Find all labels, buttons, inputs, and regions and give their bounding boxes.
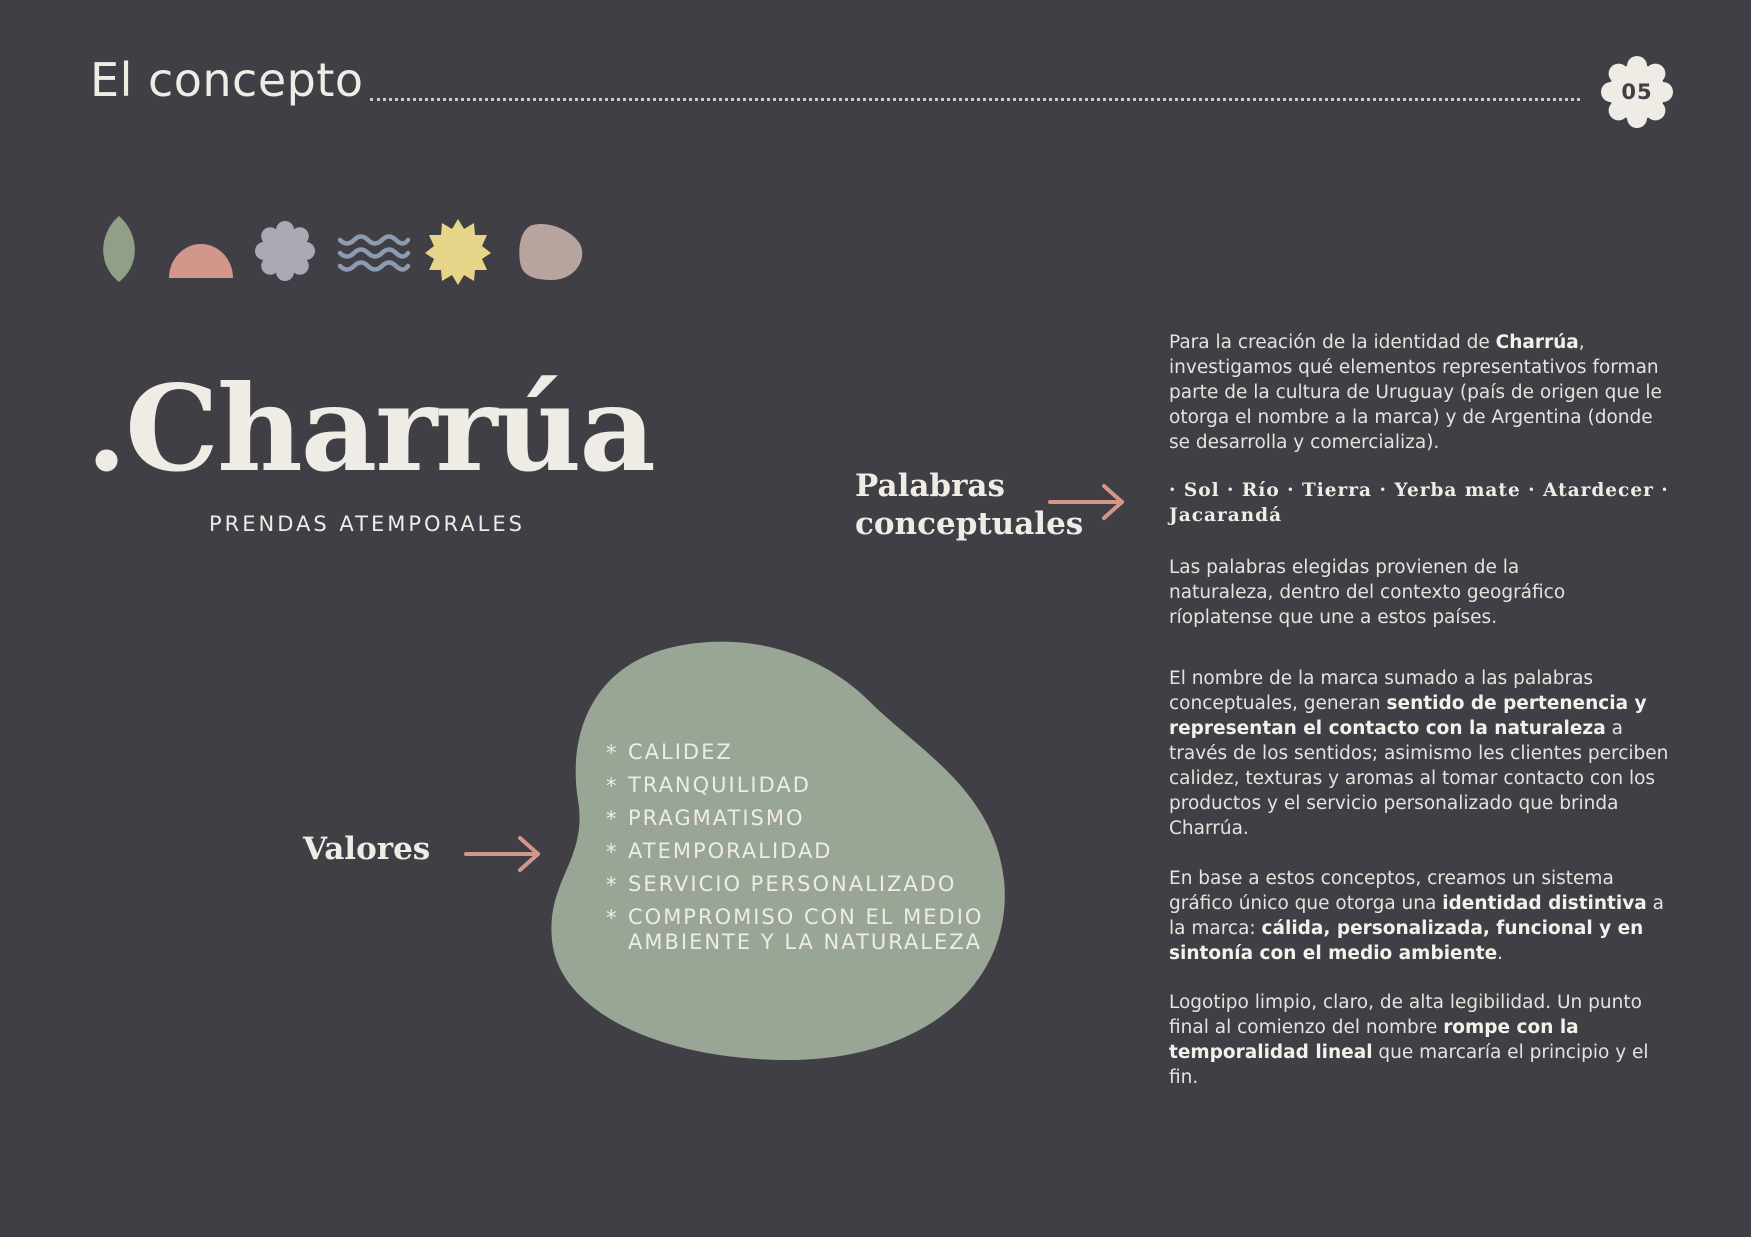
brand-tagline: PRENDAS ATEMPORALES [209, 512, 525, 536]
graphic-system-paragraph: En base a estos conceptos, creamos un sistema gráfico único que otorga una identidad distintiva a la marca: cálida, personalizada, funcional y en sintonía con el medio ambiente. [1169, 868, 1664, 964]
words-origin-paragraph: Las palabras elegidas provienen de la naturaleza, dentro del contexto geográfico ríoplatense que une a estos países. [1169, 557, 1566, 628]
page-title: El concepto [90, 53, 364, 107]
valores-heading: Valores [303, 831, 431, 867]
brand-wordmark: .Charrúa [86, 359, 654, 498]
arrow-right-icon [464, 834, 542, 874]
waves-icon [337, 234, 411, 274]
palabras-conceptuales-heading: Palabras conceptuales [855, 468, 1084, 542]
arrow-right-icon [1048, 482, 1126, 522]
value-item: * COMPROMISO CON EL MEDIO AMBIENTE Y LA NATURALEZA [606, 905, 988, 955]
half-circle-icon [168, 241, 234, 279]
value-item: * CALIDEZ [606, 740, 988, 765]
value-item: * SERVICIO PERSONALIZADO [606, 872, 988, 897]
dotted-leader-line [370, 98, 1580, 101]
scalloped-flower-icon [254, 220, 316, 282]
value-item: * TRANQUILIDAD [606, 773, 988, 798]
sun-icon [424, 218, 492, 286]
page-number-badge [1600, 55, 1674, 129]
values-list [606, 740, 988, 963]
stone-icon [518, 222, 584, 282]
intro-paragraph: Para la creación de la identidad de Charrúa, investigamos qué elementos representativos forman parte de la cultura de Uruguay (país de origen que le otorga el nombre a la marca) y de Argentina (donde se desarrolla y comercializa). [1169, 332, 1662, 453]
value-item: * PRAGMATISMO [606, 806, 988, 831]
logotype-paragraph: Logotipo limpio, claro, de alta legibilidad. Un punto final al comienzo del nombre rompe con la temporalidad lineal que marcaría el principio y el fin. [1169, 992, 1649, 1088]
page-number: 05 [1621, 80, 1653, 104]
concept-words: · Sol · Río · Tierra · Yerba mate · Atardecer · Jacarandá [1169, 480, 1669, 526]
brand-name-paragraph: El nombre de la marca sumado a las palabras conceptuales, generan sentido de pertenencia y representan el contacto con la naturaleza a través de los sentidos; asimismo les clientes perciben calidez, texturas y aromas al tomar contacto con los productos y el servicio personalizado que brinda Charrúa. [1169, 668, 1669, 839]
leaf-icon [96, 214, 142, 284]
value-item: * ATEMPORALIDAD [606, 839, 988, 864]
